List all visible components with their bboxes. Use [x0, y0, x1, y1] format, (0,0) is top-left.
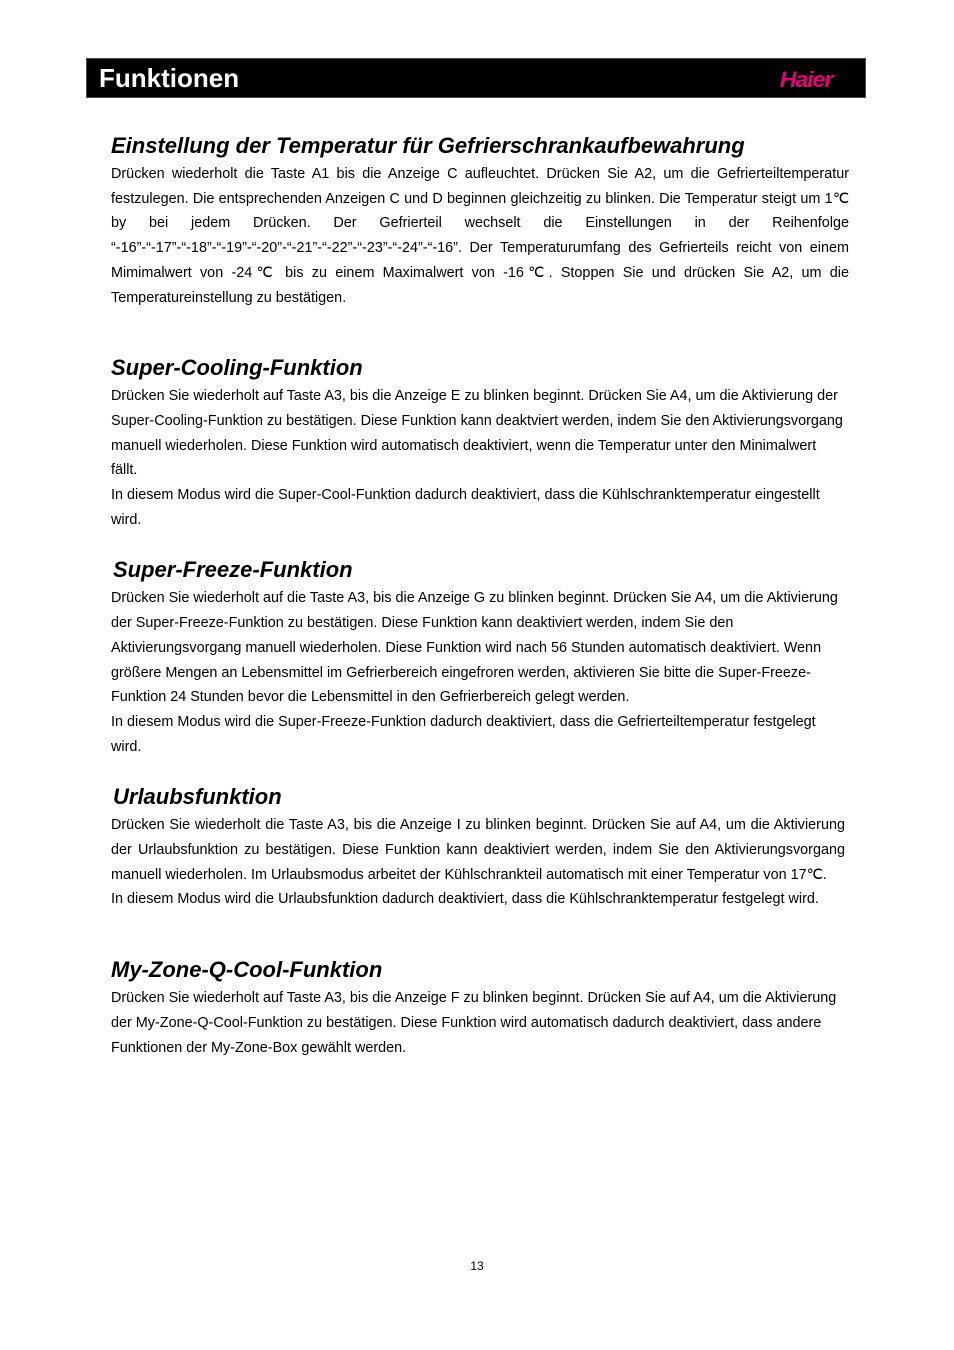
paragraph: In diesem Modus wird die Urlaubsfunktion dadurch deaktiviert, dass die Kühlschranktemperatur festgelegt wird.	[111, 891, 819, 908]
section-super-freeze	[111, 554, 849, 759]
paragraph: Drücken Sie wiederholt auf Taste A3, bis die Anzeige E zu blinken beginnt. Drücken Sie A4, um die Aktivierung der Super-Cooling-Funktion zu bestätigen. Diese Funktion kann deaktviert werden, indem Sie den Aktivierungsvorgang manuell wiederholen. Diese Funktion wird automatisch deaktiviert, wenn die Temperatur unter den Minimalwert fällt.	[111, 388, 843, 479]
section-heading: My-Zone-Q-Cool-Funktion	[111, 957, 383, 983]
page-number: 13	[470, 1259, 484, 1273]
section-heading: Super-Cooling-Funktion	[111, 355, 363, 381]
section-super-cooling	[111, 352, 849, 532]
section-vacation	[111, 781, 849, 912]
section-my-zone-q-cool	[111, 954, 849, 1060]
page-header-bar	[86, 58, 866, 98]
haier-logo: Haier	[779, 67, 833, 92]
paragraph: In diesem Modus wird die Super-Freeze-Funktion dadurch deaktiviert, dass die Gefrierteiltemperatur festgelegt wird.	[111, 713, 816, 755]
section-heading: Super-Freeze-Funktion	[113, 557, 353, 583]
page-title: Funktionen	[99, 63, 240, 93]
section-freezer-temperature	[111, 130, 849, 310]
paragraph: Drücken Sie wiederholt die Taste A3, bis die Anzeige I zu blinken beginnt. Drücken Sie auf A4, um die Aktivierung der Urlaubsfunktion zu bestätigen. Diese Funktion kann deaktiviert werden, indem Sie den Aktivierungsvorgang manuell wiederholen. Im Urlaubsmodus arbeitet der Kühlschrankteil automatisch mit einer Temperatur von 17℃.	[111, 817, 845, 883]
paragraph: Drücken Sie wiederholt auf die Taste A3, bis die Anzeige G zu blinken beginnt. Drücken Sie A4, um die Aktivierung der Super-Freeze-Funktion zu bestätigen. Diese Funktion kann deaktiviert werden, indem Sie den Aktivierungsvorgang manuell wiederholen. Diese Funktion wird nach 56 Stunden automatisch deaktiviert. Wenn größere Mengen an Lebensmittel im Gefrierbereich eingefroren werden, aktivieren Sie bitte die Super-Freeze-Funktion 24 Stunden bevor die Lebensmittel in den Gefrierbereich gelegt werden.	[111, 590, 838, 706]
section-heading: Einstellung der Temperatur für Gefrierschrankaufbewahrung	[111, 133, 745, 158]
document-body	[111, 128, 849, 1060]
paragraph: Drücken Sie wiederholt auf Taste A3, bis die Anzeige F zu blinken beginnt. Drücken Sie auf A4, um die Aktivierung der My-Zone-Q-Cool-Funktion zu bestätigen. Diese Funktion wird automatisch dadurch deaktiviert, dass andere Funktionen der My-Zone-Box gewählt werden.	[111, 990, 837, 1056]
paragraph: In diesem Modus wird die Super-Cool-Funktion dadurch deaktiviert, dass die Kühlschranktemperatur eingestellt wird.	[111, 487, 820, 528]
section-heading: Urlaubsfunktion	[113, 784, 282, 810]
paragraph: Drücken wiederholt die Taste A1 bis die Anzeige C aufleuchtet. Drücken Sie A2, um die Gefrierteiltemperatur festzulegen. Die entsprechenden Anzeigen C und D beginnen gleichzeitig zu blinken. Die Temperatur steigt um 1℃ by bei jedem Drücken. Der Gefrierteil wechselt die Einstellungen in der Reihenfolge “-16”-“-17”-“-18”-“-19”-“-20”-“-21”-“-22”-“-23”-“-24”-“-16”. Der Temperaturumfang des Gefrierteils reicht von einem Mimimalwert von -24℃ bis zu einem Maximalwert von -16℃. Stoppen Sie und drücken Sie A2, um die Temperatureinstellung zu bestätigen.	[111, 166, 849, 306]
